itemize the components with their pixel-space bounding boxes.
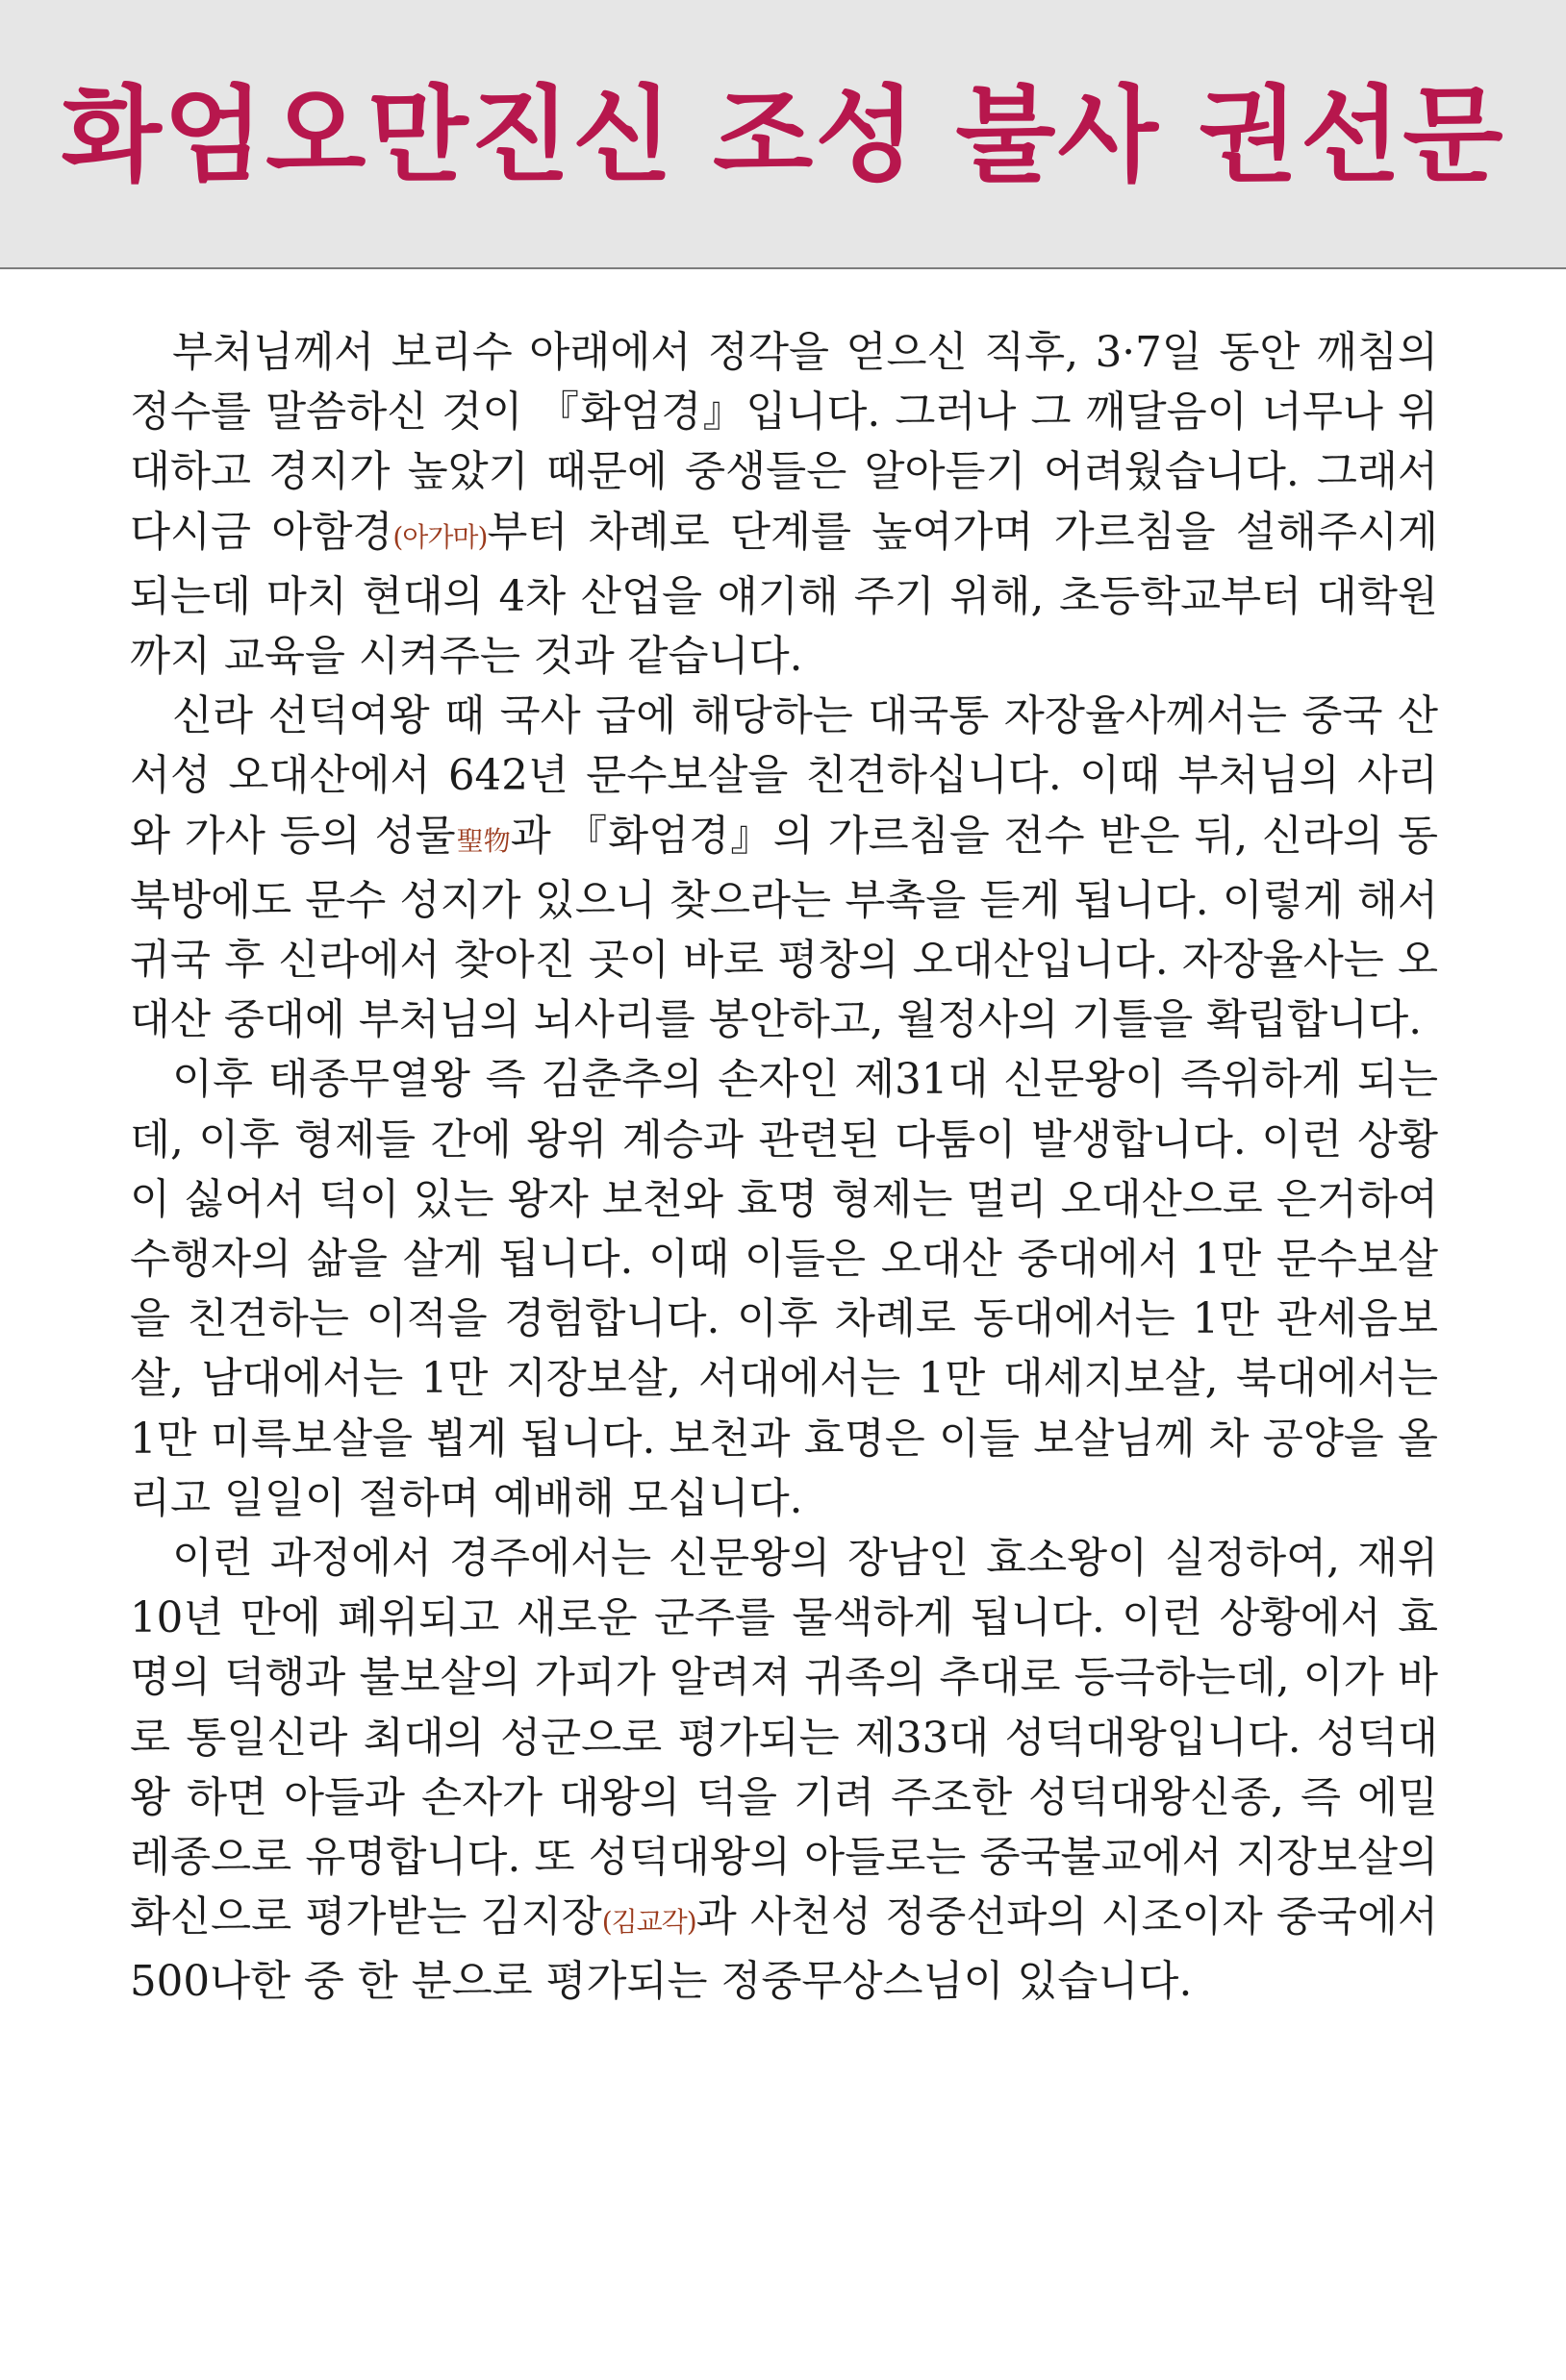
- paragraph: [130, 1529, 1438, 2013]
- gloss-annotation: (아가마): [392, 520, 488, 553]
- paragraph: [130, 1050, 1438, 1529]
- body-text: [130, 323, 1438, 2013]
- paragraph-text: 과 『화엄경』의 가르침을 전수 받은 뒤, 신라의 동북방에도 문수 성지가 있으니 찾으라는 부촉을 듣게 됩니다. 이렇게 해서 귀국 후 신라에서 찾아진 곳이 바로 평창의 오대산입니다. 자장율사는 오대산 중대에 부처님의 뇌사리를 봉안하고, 월정사의 기틀을 확립합니다.: [130, 812, 1438, 1045]
- gloss-annotation: (김교각): [601, 1906, 696, 1939]
- paragraph-text: 부처님께서 보리수 아래에서 정각을 얻으신 직후, 3·7일 동안 깨침의 정수를 말씀하신 것이 『화엄경』입니다. 그러나 그 깨달음이 너무나 위대하고 경지가 높았기 때문에 중생들은 알아듣기 어려웠습니다. 그래서 다시금 아함경: [130, 329, 1438, 557]
- paragraph-text: 부터 차례로 단계를 높여가며 가르침을 설해주시게 되는데 마치 현대의 4차 산업을 얘기해 주기 위해, 초등학교부터 대학원까지 교육을 시켜주는 것과 같습니다.: [130, 508, 1439, 682]
- paragraph-text: 과 사천성 정중선파의 시조이자 중국에서 500나한 중 한 분으로 평가되는 정중무상스님이 있습니다.: [130, 1893, 1438, 2007]
- paragraph: [130, 323, 1438, 687]
- paragraph: [130, 687, 1438, 1050]
- gloss-annotation: 聖物: [455, 824, 511, 857]
- title-banner: [0, 0, 1566, 269]
- paragraph-text: 이후 태종무열왕 즉 김춘추의 손자인 제31대 신문왕이 즉위하게 되는데, 이후 형제들 간에 왕위 계승과 관련된 다툼이 발생합니다. 이런 상황이 싫어서 덕이 있는 왕자 보천와 효명 형제는 멀리 오대산으로 은거하여 수행자의 삶을 살게 됩니다. 이때 이들은 오대산 중대에서 1만 문수보살을 친견하는 이적을 경험합니다. 이후 차례로 동대에서는 1만 관세음보살, 남대에서는 1만 지장보살, 서대에서는 1만 대세지보살, 북대에서는 1만 미륵보살을 뵙게 됩니다. 보천과 효명은 이들 보살님께 차 공양을 올리고 일일이 절하며 예배해 모십니다.: [130, 1056, 1438, 1523]
- page-title: 화엄오만진신 조성 불사 권선문: [61, 76, 1505, 196]
- paragraph-text: 신라 선덕여왕 때 국사 급에 해당하는 대국통 자장율사께서는 중국 산서성 오대산에서 642년 문수보살을 친견하십니다. 이때 부처님의 사리와 가사 등의 성물: [130, 692, 1438, 861]
- paragraph-text: 이런 과정에서 경주에서는 신문왕의 장남인 효소왕이 실정하여, 재위 10년 만에 폐위되고 새로운 군주를 물색하게 됩니다. 이런 상황에서 효명의 덕행과 불보살의 가피가 알려져 귀족의 추대로 등극하는데, 이가 바로 통일신라 최대의 성군으로 평가되는 제33대 성덕대왕입니다. 성덕대왕 하면 아들과 손자가 대왕의 덕을 기려 주조한 성덕대왕신종, 즉 에밀레종으로 유명합니다. 또 성덕대왕의 아들로는 중국불교에서 지장보살의 화신으로 평가받는 김지장: [130, 1535, 1438, 1942]
